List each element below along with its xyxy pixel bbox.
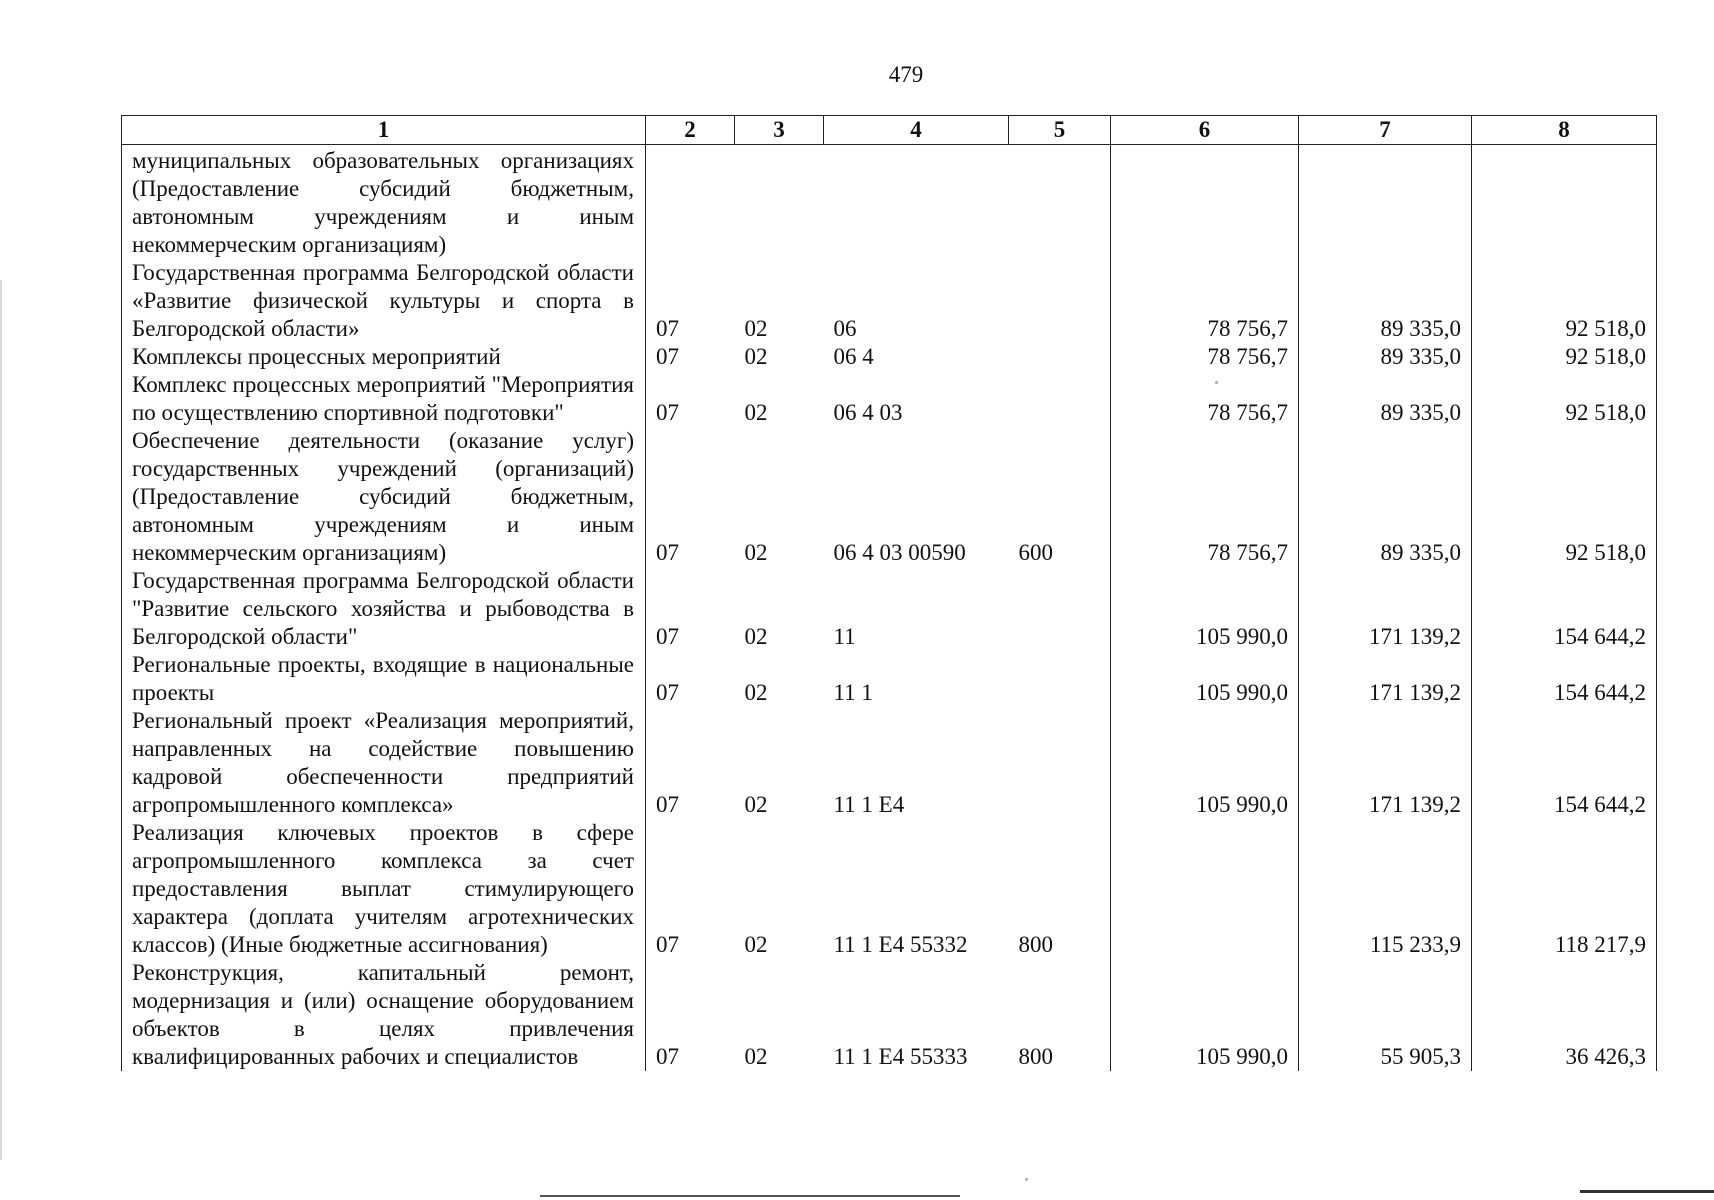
row-name: Реализация ключевых проектов в сфере агропромышленного комплекса за счет предоставления выплат стимулирующего характера (доплата учителям агротехнических классов) (Иные бюджетные ассигнования) (122, 819, 646, 959)
row-target-code: 06 4 03 (833, 400, 903, 425)
row-subsection: 02 (744, 1044, 768, 1069)
row-subsection: 02 (744, 680, 768, 705)
header-col-8: 8 (1472, 116, 1657, 145)
header-col-3: 3 (735, 116, 824, 145)
row-subsection (735, 145, 824, 260)
row-target-code (824, 145, 1009, 260)
table-row (122, 651, 1657, 707)
row-amount-col6: 78 756,7 (1111, 343, 1299, 371)
row-amount-col7: 89 335,0 (1299, 427, 1472, 567)
row-expense-type: 800 (1018, 1044, 1053, 1069)
row-amount-col8: 92 518,0 (1472, 259, 1657, 343)
row-name: Государственная программа Белгородской области "Развитие сельского хозяйства и рыбоводства в Белгородской области" (122, 567, 646, 651)
row-amount-col8: 154 644,2 (1472, 707, 1657, 819)
table-row (122, 567, 1657, 651)
row-section: 07 (656, 680, 679, 705)
row-name: Государственная программа Белгородской области «Развитие физической культуры и спорта в Белгородской области» (122, 259, 646, 343)
row-section: 07 (656, 316, 679, 341)
row-expense-type (1009, 371, 1111, 427)
row-amount-col7 (1299, 145, 1472, 260)
row-subsection: 02 (744, 316, 768, 341)
row-expense-type (1009, 259, 1111, 343)
row-expense-type: 800 (1018, 932, 1053, 957)
row-subsection: 02 (744, 540, 768, 565)
row-subsection: 02 (744, 400, 768, 425)
table-row (122, 145, 1657, 260)
row-amount-col8: 154 644,2 (1472, 651, 1657, 707)
row-amount-col8: 118 217,9 (1472, 819, 1657, 959)
row-section: 07 (656, 400, 679, 425)
row-subsection: 02 (744, 624, 768, 649)
row-expense-type (1009, 651, 1111, 707)
row-section: 07 (656, 344, 679, 369)
table-row (122, 707, 1657, 819)
row-amount-col6: 105 990,0 (1111, 567, 1299, 651)
row-expense-type (1009, 343, 1111, 371)
row-name: Обеспечение деятельности (оказание услуг) государственных учреждений (организаций) (Предоставление субсидий бюджетным, автономным учреждениям и иным некоммерческим организациям) (122, 427, 646, 567)
row-amount-col7: 171 139,2 (1299, 651, 1472, 707)
row-expense-type (1009, 145, 1111, 260)
row-target-code: 06 4 03 00590 (833, 540, 966, 565)
row-amount-col7: 171 139,2 (1299, 707, 1472, 819)
row-amount-col6: 78 756,7 (1111, 427, 1299, 567)
row-amount-col8: 154 644,2 (1472, 567, 1657, 651)
row-amount-col7: 171 139,2 (1299, 567, 1472, 651)
bottom-right-rule (1580, 1190, 1714, 1193)
row-name: Комплексы процессных мероприятий (122, 343, 646, 371)
row-section: 07 (656, 624, 679, 649)
row-amount-col8: 92 518,0 (1472, 343, 1657, 371)
row-name: муниципальных образовательных организациях (Предоставление субсидий бюджетным, автономным учреждениям и иным некоммерческим организациям) (122, 145, 646, 260)
table-row (122, 819, 1657, 959)
row-expense-type: 600 (1018, 540, 1053, 565)
row-amount-col7: 89 335,0 (1299, 259, 1472, 343)
row-expense-type (1009, 567, 1111, 651)
row-target-code: 11 (833, 624, 856, 649)
row-amount-col8 (1472, 145, 1657, 260)
row-amount-col6: 105 990,0 (1111, 707, 1299, 819)
page-number: 479 (888, 62, 924, 87)
table-row (122, 259, 1657, 343)
table-row (122, 959, 1657, 1071)
row-target-code: 06 4 (833, 344, 874, 369)
row-section (646, 145, 735, 260)
row-section: 07 (656, 932, 679, 957)
row-amount-col8: 92 518,0 (1472, 371, 1657, 427)
header-col-4: 4 (824, 116, 1009, 145)
scan-dot (1025, 1178, 1028, 1181)
row-expense-type (1009, 707, 1111, 819)
row-target-code: 11 1 Е4 55332 (833, 932, 968, 957)
row-amount-col6: 105 990,0 (1111, 651, 1299, 707)
scan-dot (1215, 381, 1218, 384)
row-subsection: 02 (744, 932, 768, 957)
row-amount-col8: 36 426,3 (1472, 959, 1657, 1071)
row-name: Региональный проект «Реализация мероприятий, направленных на содействие повышению кадровой обеспеченности предприятий агропромышленного комплекса» (122, 707, 646, 819)
row-name: Реконструкция, капитальный ремонт, модернизация и (или) оснащение оборудованием объектов в целях привлечения квалифицированных рабочих и специалистов (122, 959, 646, 1071)
row-name: Региональные проекты, входящие в национальные проекты (122, 651, 646, 707)
header-row (122, 116, 1657, 145)
row-amount-col6 (1111, 819, 1299, 959)
header-col-2: 2 (646, 116, 735, 145)
budget-table (121, 115, 1657, 1071)
row-target-code: 11 1 (833, 680, 873, 705)
row-amount-col6: 78 756,7 (1111, 259, 1299, 343)
row-amount-col6: 105 990,0 (1111, 959, 1299, 1071)
row-amount-col6 (1111, 145, 1299, 260)
row-target-code: 06 (833, 316, 857, 341)
table-row (122, 343, 1657, 371)
table-row (122, 427, 1657, 567)
row-amount-col7: 89 335,0 (1299, 343, 1472, 371)
row-amount-col7: 55 905,3 (1299, 959, 1472, 1071)
table-row (122, 371, 1657, 427)
row-section: 07 (656, 792, 679, 817)
row-amount-col8: 92 518,0 (1472, 427, 1657, 567)
bottom-rule (540, 1195, 960, 1197)
header-col-1: 1 (122, 116, 646, 145)
row-target-code: 11 1 Е4 (833, 792, 905, 817)
row-amount-col7: 115 233,9 (1299, 819, 1472, 959)
row-amount-col7: 89 335,0 (1299, 371, 1472, 427)
row-subsection: 02 (744, 792, 768, 817)
row-amount-col6: 78 756,7 (1111, 371, 1299, 427)
row-section: 07 (656, 540, 679, 565)
header-col-5: 5 (1009, 116, 1111, 145)
header-col-6: 6 (1111, 116, 1299, 145)
row-section: 07 (656, 1044, 679, 1069)
scan-edge-mark (0, 280, 2, 1160)
row-target-code: 11 1 Е4 55333 (833, 1044, 968, 1069)
row-name: Комплекс процессных мероприятий "Мероприятия по осуществлению спортивной подготовки" (122, 371, 646, 427)
row-subsection: 02 (744, 344, 768, 369)
header-col-7: 7 (1299, 116, 1472, 145)
